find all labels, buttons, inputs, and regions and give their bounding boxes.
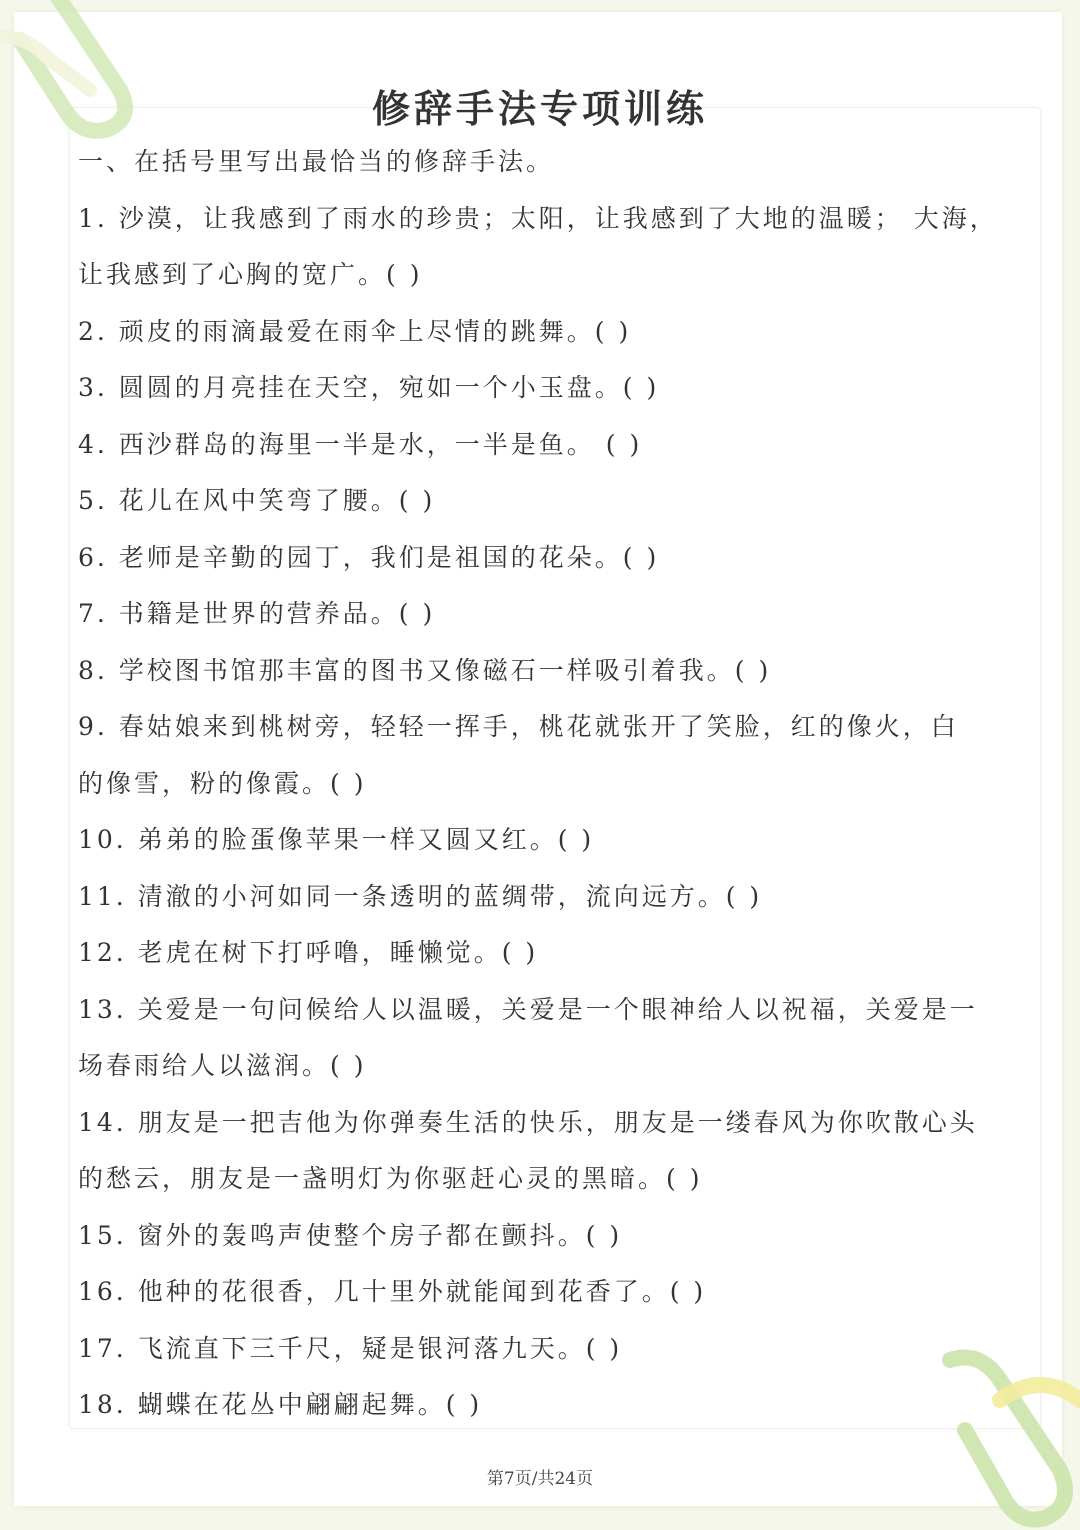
question-line: 18. 蝴蝶在花丛中翩翩起舞。( ): [78, 1390, 483, 1419]
question-line: 的像雪，粉的像霞。( ): [78, 769, 367, 798]
paperclip-icon: [910, 1340, 1080, 1530]
question-line: 15. 窗外的轰鸣声使整个房子都在颤抖。( ): [78, 1221, 623, 1250]
question-line: 的愁云，朋友是一盏明灯为你驱赶心灵的黑暗。( ): [78, 1164, 703, 1193]
question-line: 16. 他种的花很香，几十里外就能闻到花香了。( ): [78, 1277, 707, 1306]
question-line: 13. 关爱是一句问候给人以温暖，关爱是一个眼神给人以祝福，关爱是一: [78, 995, 978, 1024]
question-line: 1. 沙漠，让我感到了雨水的珍贵；太阳，让我感到了大地的温暖； 大海，: [78, 204, 998, 233]
page-number: 第7页/共24页: [486, 1469, 594, 1489]
question-line: 场春雨给人以滋润。( ): [78, 1051, 367, 1080]
question-line: 让我感到了心胸的宽广。( ): [78, 260, 423, 289]
question-line: 2. 顽皮的雨滴最爱在雨伞上尽情的跳舞。( ): [78, 317, 632, 346]
question-line: 14. 朋友是一把吉他为你弹奏生活的快乐，朋友是一缕春风为你吹散心头: [78, 1108, 978, 1137]
question-line: 9. 春姑娘来到桃树旁，轻轻一挥手，桃花就张开了笑脸，红的像火，白: [78, 712, 959, 741]
question-line: 17. 飞流直下三千尺，疑是银河落九天。( ): [78, 1334, 623, 1363]
question-line: 7. 书籍是世界的营养品。( ): [78, 599, 436, 628]
page-title: 修辞手法专项训练: [371, 86, 708, 131]
question-line: 11. 清澈的小河如同一条透明的蓝绸带，流向远方。( ): [78, 882, 763, 911]
question-line: 6. 老师是辛勤的园丁，我们是祖国的花朵。( ): [78, 543, 660, 572]
question-line: 12. 老虎在树下打呼噜，睡懒觉。( ): [78, 938, 539, 967]
question-line: 10. 弟弟的脸蛋像苹果一样又圆又红。( ): [78, 825, 595, 854]
question-line: 8. 学校图书馆那丰富的图书又像磁石一样吸引着我。( ): [78, 656, 772, 685]
question-line: 3. 圆圆的月亮挂在天空，宛如一个小玉盘。( ): [78, 373, 660, 402]
question-line: 5. 花儿在风中笑弯了腰。( ): [78, 486, 436, 515]
question-line: 4. 西沙群岛的海里一半是水，一半是鱼。 ( ): [78, 430, 643, 459]
section-heading: 一、在括号里写出最恰当的修辞手法。: [78, 147, 555, 176]
